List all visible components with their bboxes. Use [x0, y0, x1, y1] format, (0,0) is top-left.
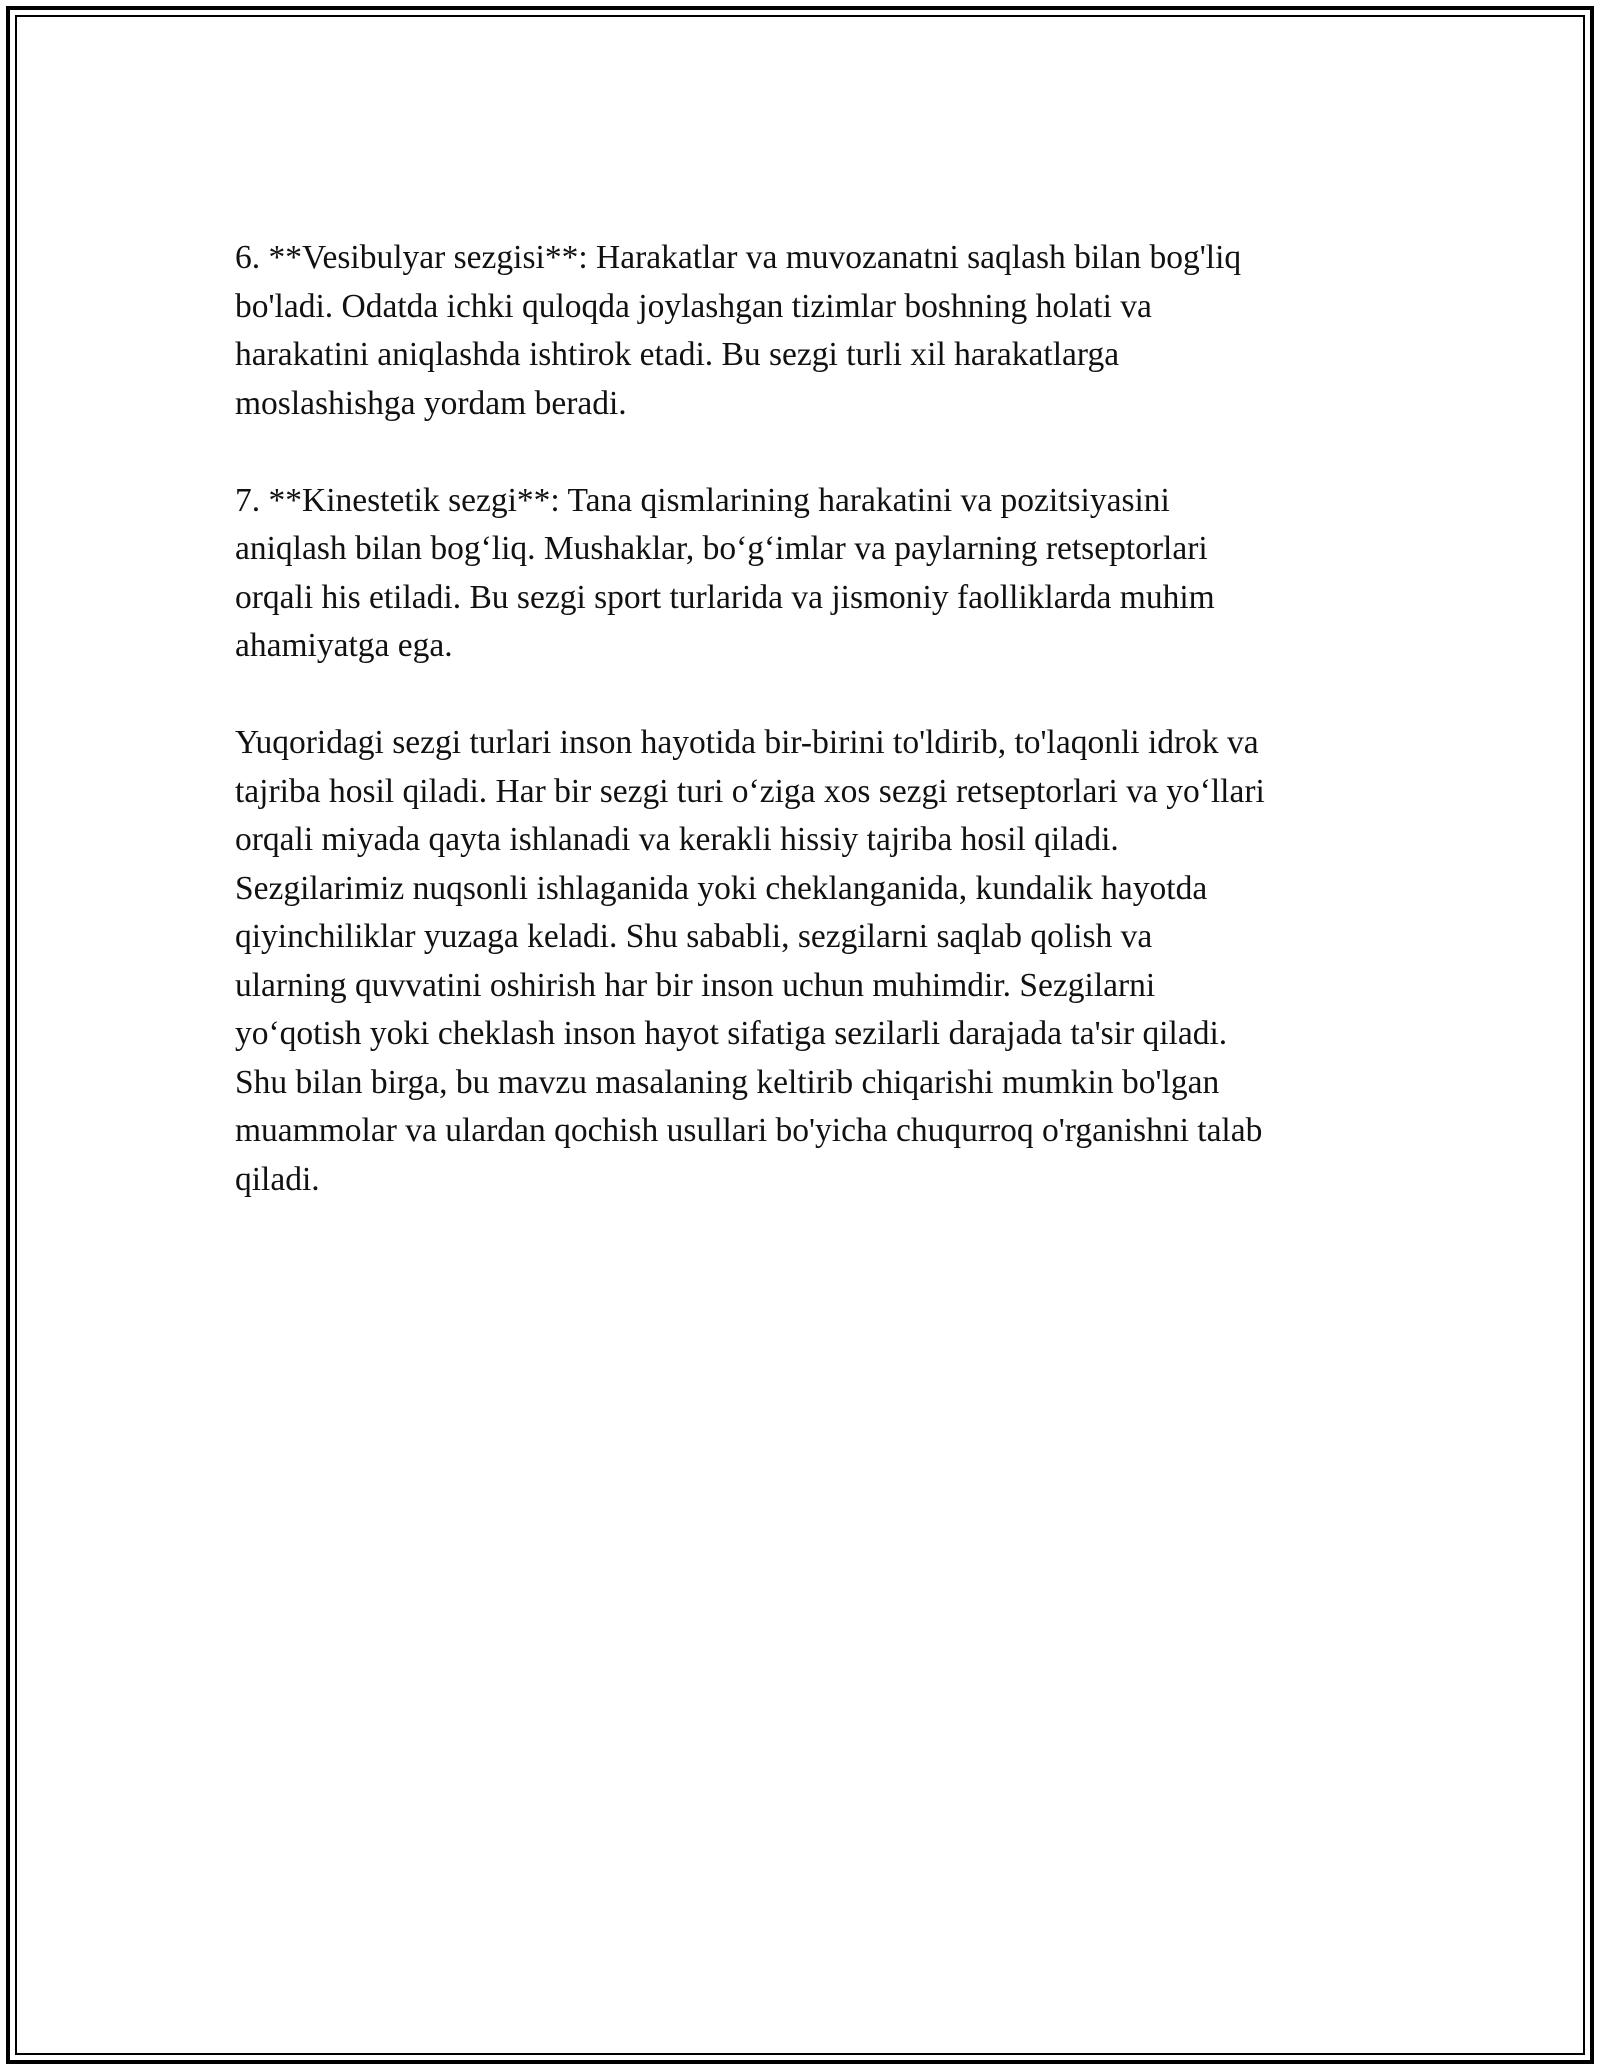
document-body — [235, 234, 1395, 1253]
text-line: Shu bilan birga, bu mavzu masalaning keltirib chiqarishi mumkin bo'lgan — [235, 1063, 1220, 1101]
text-line: muammolar va ulardan qochish usullari bo'yicha chuqurroq o'rganishni talab — [235, 1112, 1263, 1149]
text-line: 7. **Kinestetik sezgi**: Tana qismlarining harakatini va pozitsiyasini — [235, 481, 1170, 519]
text-line: harakatini aniqlashda ishtirok etadi. Bu sezgi turli xil harakatlarga — [235, 336, 1120, 373]
text-line: 6. **Vesibulyar sezgisi**: Harakatlar va muvozanatni saqlash bilan bog'liq — [235, 239, 1242, 276]
text-line: Sezgilarimiz nuqsonli ishlaganida yoki cheklanganida, kundalik hayotda — [235, 869, 1208, 907]
text-line: moslashishga yordam beradi. — [235, 384, 627, 422]
text-line: qiyinchiliklar yuzaga keladi. Shu sababli, sezgilarni saqlab qolish va — [235, 918, 1153, 955]
text-line: aniqlash bilan bog‘liq. Mushaklar, bo‘g‘imlar va paylarning retseptorlari — [235, 530, 1208, 567]
text-line: yo‘qotish yoki cheklash inson hayot sifatiga sezilarli darajada ta'sir qiladi. — [235, 1015, 1228, 1052]
text-line: ahamiyatga ega. — [235, 627, 453, 664]
text-line: orqali his etiladi. Bu sezgi sport turlarida va jismoniy faolliklarda muhim — [235, 578, 1215, 616]
text-line: bo'ladi. Odatda ichki quloqda joylashgan tizimlar boshning holati va — [235, 287, 1152, 325]
text-line: qiladi. — [235, 1160, 320, 1198]
text-line: orqali miyada qayta ishlanadi va kerakli hissiy tajriba hosil qiladi. — [235, 821, 1119, 858]
paragraph-conclusion — [235, 719, 1395, 1204]
text-line: Yuqoridagi sezgi turlari inson hayotida bir-birini to'ldirib, to'laqonli idrok va — [235, 724, 1259, 761]
text-line: tajriba hosil qiladi. Har bir sezgi turi o‘ziga xos sezgi retseptorlari va yo‘llari — [235, 772, 1265, 810]
paragraph-vestibular-sense — [235, 234, 1395, 428]
paragraph-kinesthetic-sense — [235, 477, 1395, 671]
text-line: ularning quvvatini oshirish har bir inson uchun muhimdir. Sezgilarni — [235, 966, 1156, 1004]
